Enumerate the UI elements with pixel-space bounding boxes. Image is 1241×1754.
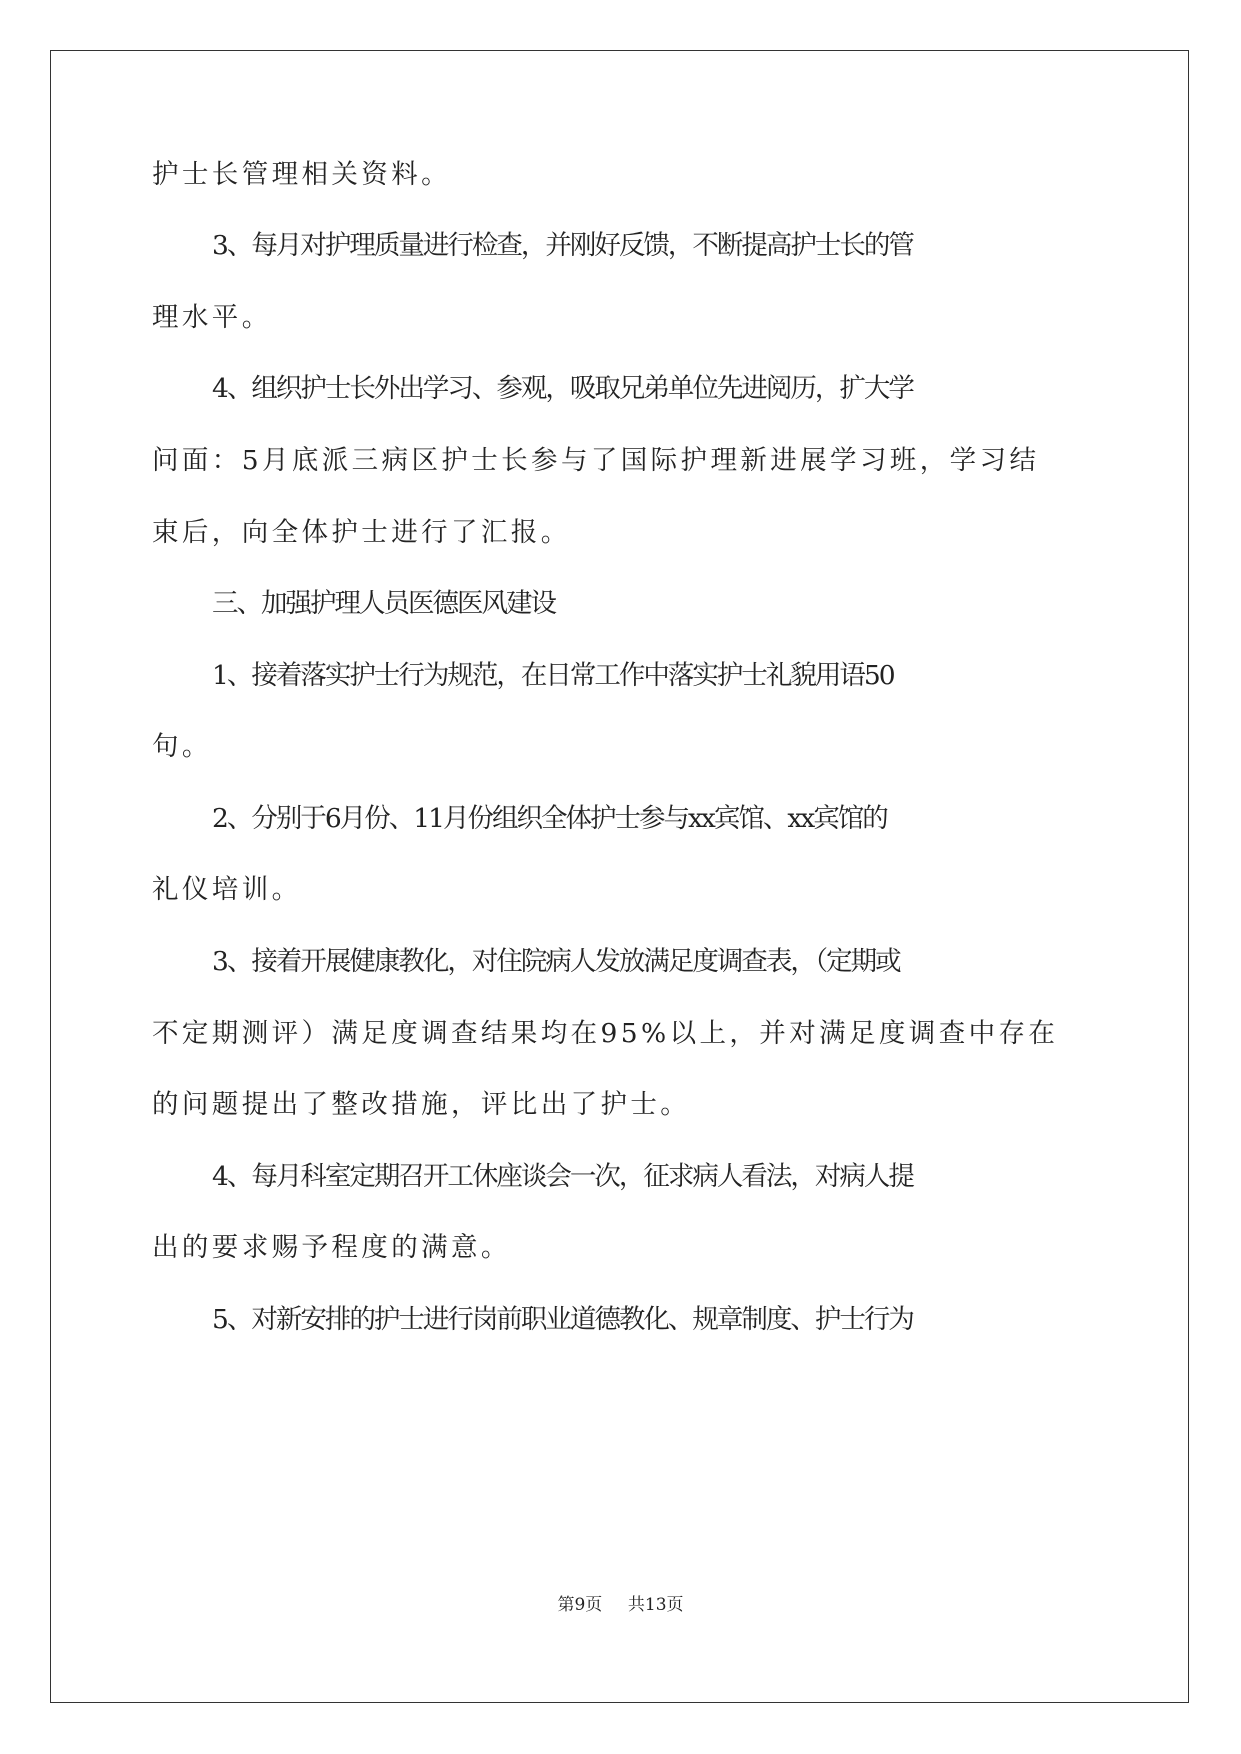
paragraph-line: 束后，向全体护士进行了汇报。 bbox=[152, 517, 571, 548]
section-heading: 三、加强护理人员医德医风建设 bbox=[212, 588, 555, 619]
paragraph-line: 3、每月对护理质量进行检查，并刚好反馈，不断提高护士长的管 bbox=[212, 230, 913, 261]
paragraph-line: 4、每月科室定期召开工休座谈会一次，征求病人看法，对病人提 bbox=[212, 1161, 913, 1192]
paragraph-line: 1、接着落实护士行为规范，在日常工作中落实护士礼貌用语50 bbox=[212, 660, 894, 691]
paragraph-line: 5、对新安排的护士进行岗前职业道德教化、规章制度、护士行为 bbox=[212, 1304, 913, 1335]
paragraph-line: 不定期测评）满足度调查结果均在95%以上，并对满足度调查中存在 bbox=[152, 1018, 1059, 1049]
paragraph-line: 理水平。 bbox=[152, 302, 272, 333]
paragraph-line: 2、分别于6月份、11月份组织全体护士参与xx宾馆、xx宾馆的 bbox=[212, 803, 887, 834]
paragraph-line: 护士长管理相关资料。 bbox=[152, 159, 451, 190]
paragraph-line: 4、组织护士长外出学习、参观，吸取兄弟单位先进阅历，扩大学 bbox=[212, 373, 913, 404]
paragraph-line: 出的要求赐予程度的满意。 bbox=[152, 1232, 511, 1263]
page-footer bbox=[0, 1590, 1241, 1615]
paragraph-line: 的问题提出了整改措施，评比出了护士。 bbox=[152, 1089, 691, 1120]
paragraph-line: 句。 bbox=[152, 731, 212, 762]
page-number: 第9页 bbox=[557, 1595, 603, 1615]
paragraph-line: 3、接着开展健康教化，对住院病人发放满足度调查表，（定期或 bbox=[212, 946, 900, 977]
paragraph-line: 礼仪培训。 bbox=[152, 874, 302, 905]
paragraph-line: 问面：5月底派三病区护士长参与了国际护理新进展学习班，学习结 bbox=[152, 445, 1040, 476]
page-total: 共13页 bbox=[627, 1595, 684, 1615]
